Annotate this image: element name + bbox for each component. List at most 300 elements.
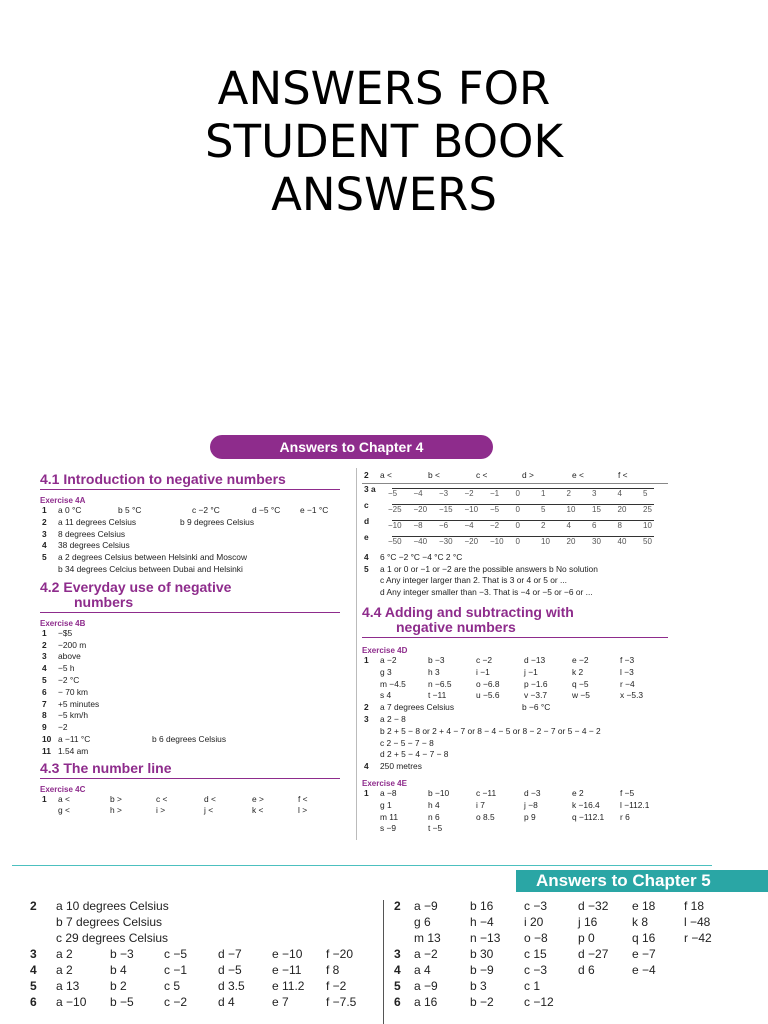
question-number: 3: [42, 651, 47, 662]
answer-cell: b <: [428, 470, 440, 480]
answer-cell: k <: [252, 805, 264, 816]
question-number: 5: [364, 563, 369, 574]
answer-cell: d 6: [578, 963, 595, 977]
answer-q2: [362, 470, 668, 482]
number-lines: [362, 484, 668, 552]
answer-cell: m −4.5: [380, 678, 406, 689]
answer-cell: j −1: [524, 666, 538, 677]
numberline-label: 3 a: [364, 483, 376, 494]
answer-text: +5 minutes: [58, 698, 100, 709]
answer-cell: e −11: [272, 963, 302, 977]
tick-label: −2: [464, 488, 474, 498]
tick-label: 10: [643, 520, 652, 530]
answer-cell: f 8: [326, 963, 340, 977]
answer-cell: b −9: [470, 963, 494, 977]
answer-cell: a 4: [414, 963, 431, 977]
answer-cell: j 16: [578, 915, 598, 929]
answer-text: a 7 degrees Celsius: [380, 702, 455, 713]
answer-cell: f −20: [326, 947, 354, 961]
tick-label: −5: [388, 488, 398, 498]
answer-cell: c −3: [524, 963, 548, 977]
numberline-label: e: [364, 531, 369, 542]
answer-cell: i 7: [476, 799, 485, 810]
answer-line: [40, 710, 340, 722]
answer-line: [40, 675, 340, 687]
answer-text: a −11 °C: [58, 733, 91, 744]
tick-label: −2: [490, 520, 500, 530]
chapter-4-banner: Answers to Chapter 4: [210, 435, 493, 459]
question-number: 5: [394, 979, 401, 993]
answer-cell: a −10: [56, 995, 87, 1009]
question-number: 2: [42, 516, 47, 527]
answer-line: [362, 575, 668, 587]
slide-title: [0, 62, 768, 221]
answer-text: a 1 or 0 or −1 or −2 are the possible answers b No solution: [380, 563, 598, 574]
question-number: 3: [42, 528, 47, 539]
answer-cell: k 8: [632, 915, 649, 929]
title-line-2: STUDENT BOOK: [205, 115, 563, 168]
question-number: 3: [30, 947, 37, 961]
question-number: 2: [42, 639, 47, 650]
answer-line: [362, 823, 668, 835]
answer-10b: b 6 degrees Celsius: [152, 733, 227, 744]
question-number: 4: [42, 663, 47, 674]
answer-cell: a 11 degrees Celsius: [58, 516, 137, 527]
answer-cell: p −1.6: [524, 678, 548, 689]
question-number: 8: [42, 710, 47, 721]
tick-label: 0: [515, 488, 520, 498]
answer-cell: m 13: [414, 931, 441, 945]
answer-cell: a <: [58, 793, 70, 804]
answer-cell: g 1: [380, 799, 392, 810]
number-line: [388, 504, 654, 514]
question-number: 3: [364, 713, 369, 724]
number-line: [388, 536, 654, 546]
answer-text: c Any integer larger than 2. That is 3 or 4 or 5 or ...: [380, 575, 567, 586]
answer-cell: e −7: [632, 947, 656, 961]
answer-line: [362, 667, 668, 679]
number-line: [388, 520, 654, 530]
answer-cell: o 8.5: [476, 811, 495, 822]
answer-line: [362, 812, 668, 824]
title-line-1: ANSWERS FOR: [217, 62, 551, 115]
answer-cell: s −9: [380, 823, 397, 834]
question-number: 4: [364, 761, 369, 772]
question-number: 5: [30, 979, 37, 993]
answer-line: [394, 898, 754, 914]
question-number: 7: [42, 698, 47, 709]
answer-line: [362, 726, 668, 738]
tick-label: −8: [413, 520, 423, 530]
answer-cell: d 4: [218, 995, 235, 1009]
tick-label: −20: [464, 536, 479, 546]
tick-label: 4: [617, 488, 622, 498]
section-rule: [40, 612, 340, 613]
answer-line: [362, 679, 668, 691]
answer-cell: b −5: [110, 995, 134, 1009]
tick-label: −15: [439, 504, 453, 514]
answer-cell: v −3.7: [524, 690, 548, 701]
answer-cell: b 30: [470, 947, 494, 961]
exercise-4d-more: [362, 702, 668, 773]
answer-cell: g 6: [414, 915, 431, 929]
answer-line: [362, 738, 668, 750]
answer-cell: e −2: [572, 654, 589, 665]
exercise-4c-label: Exercise 4C: [40, 784, 86, 794]
question-number: 5: [42, 674, 47, 685]
answer-2b: b −6 °C: [522, 702, 551, 713]
answer-line: [362, 761, 668, 773]
answer-line: [30, 898, 390, 914]
exercise-4d-answers: [362, 655, 668, 702]
answer-line: [394, 914, 754, 930]
exercise-4a-answers: [40, 505, 340, 576]
answer-cell: b 5 °C: [118, 505, 142, 515]
answer-cell: b >: [110, 793, 122, 804]
answer-line: [30, 930, 390, 946]
question-number: 3: [394, 947, 401, 961]
answer-cell: i >: [156, 805, 166, 816]
exercise-4b-label: Exercise 4B: [40, 618, 86, 628]
answer-cell: e <: [572, 470, 584, 480]
answer-text: −2 °C: [58, 674, 80, 685]
answer-cell: a 16: [414, 995, 438, 1009]
answer-cell: a −8: [380, 787, 397, 798]
answer-text: −200 m: [58, 639, 87, 650]
title-line-3: ANSWERS: [271, 168, 497, 221]
answer-cell: a <: [380, 470, 392, 480]
answer-cell: l −48: [684, 915, 711, 929]
answer-cell: b −10: [428, 787, 450, 798]
answer-text: − 70 km: [58, 686, 89, 697]
question-number: 11: [42, 745, 51, 756]
chapter-4-answers-image: [38, 430, 670, 842]
answer-line: [362, 800, 668, 812]
answer-line: [362, 470, 668, 482]
answer-cell: d −13: [524, 654, 546, 665]
tick-label: −20: [413, 504, 428, 514]
answer-cell: a 2: [56, 947, 73, 961]
tick-label: 3: [592, 488, 597, 498]
answer-line: [30, 946, 390, 962]
question-number: 4: [394, 963, 401, 977]
answer-cell: c <: [476, 470, 488, 480]
section-4-1-heading: 4.1 Introduction to negative numbers: [40, 471, 286, 487]
section-4-2-heading: [40, 580, 340, 610]
answer-cell: f −5: [620, 787, 635, 798]
tick-label: 2: [541, 520, 546, 530]
tick-label: −10: [464, 504, 479, 514]
answer-text: 250 metres: [380, 761, 422, 772]
answer-cell: h 4: [428, 799, 440, 810]
answer-line: [362, 749, 668, 761]
chapter-5-banner: Answers to Chapter 5: [516, 870, 768, 892]
tick-label: −4: [464, 520, 474, 530]
answer-text: −2: [58, 722, 68, 733]
answer-line: [394, 946, 754, 962]
answer-cell: w −5: [572, 690, 590, 701]
answer-cell: g <: [58, 805, 70, 816]
answer-cell: j −8: [524, 799, 538, 810]
answer-line: [362, 702, 668, 714]
answer-line: [40, 687, 340, 699]
answer-cell: b 3: [470, 979, 487, 993]
answer-cell: o −6.8: [476, 678, 500, 689]
section-rule: [40, 489, 340, 490]
question-number: 1: [42, 793, 47, 804]
answer-cell: a −9: [414, 899, 438, 913]
answer-line: [30, 994, 390, 1010]
exercise-4c-answers: [40, 794, 340, 818]
numberline-label: d: [364, 515, 370, 526]
answer-cell: c 1: [524, 979, 541, 993]
answer-cell: m 11: [380, 811, 398, 822]
answer-cell: u −5.6: [476, 690, 500, 701]
answer-line: [362, 587, 668, 599]
answer-cell: t −5: [428, 823, 443, 834]
tick-label: 25: [643, 504, 652, 514]
answer-cell: f −7.5: [326, 995, 357, 1009]
column-divider: [356, 468, 357, 840]
answer-line: [40, 663, 340, 675]
answer-cell: c −3: [524, 899, 548, 913]
number-line: [388, 488, 654, 498]
answer-cell: o −8: [524, 931, 548, 945]
answer-line: [40, 794, 340, 806]
answer-cell: 38 degrees Celsius: [58, 540, 130, 551]
answer-line: [40, 651, 340, 663]
answer-cell: e −1 °C: [300, 505, 329, 515]
answer-text: a 2 − 8: [380, 713, 406, 724]
heading-line: 4.4 Adding and subtracting with: [362, 603, 574, 620]
answer-cell: d −3: [524, 787, 541, 798]
answer-line: [40, 552, 340, 564]
answer-text: 6 °C −2 °C −4 °C 2 °C: [380, 551, 463, 562]
answer-line: [40, 529, 340, 541]
answer-cell: a 2: [56, 963, 73, 977]
tick-label: 20: [617, 504, 627, 514]
tick-label: −40: [413, 536, 428, 546]
question-number: 5: [42, 552, 47, 563]
answer-cell: e 2: [572, 787, 584, 798]
answer-cell: e 7: [272, 995, 289, 1009]
tick-label: −5: [490, 504, 500, 514]
answer-line: [30, 978, 390, 994]
answer-line: [394, 994, 754, 1010]
answer-cell: 8 degrees Celsius: [58, 528, 126, 539]
axis-line: [392, 504, 654, 505]
answer-cell: c −1: [164, 963, 188, 977]
answer-line: [40, 640, 340, 652]
section-rule: [40, 778, 340, 779]
answer-cell: g 3: [380, 666, 392, 677]
tick-label: 15: [592, 504, 601, 514]
answer-cell: c −5: [164, 947, 188, 961]
tick-label: 0: [515, 520, 520, 530]
answer-line: [394, 930, 754, 946]
answer-text: 1.54 am: [58, 745, 89, 756]
answer-cell: a 13: [56, 979, 80, 993]
answer-line: [30, 914, 390, 930]
answer-cell: r −4: [620, 678, 635, 689]
answer-cell: a −2: [414, 947, 438, 961]
answer-cell: c <: [156, 793, 168, 804]
answer-cell: a 0 °C: [58, 505, 82, 515]
answer-cell: q 16: [632, 931, 656, 945]
answer-line: [362, 690, 668, 702]
question-number: 1: [42, 627, 47, 638]
question-number: 2: [364, 702, 369, 713]
answer-cell: e −10: [272, 947, 303, 961]
tick-label: −3: [439, 488, 449, 498]
answer-cell: c −11: [476, 787, 497, 798]
answer-cell: n −13: [470, 931, 501, 945]
answer-cell: q −5: [572, 678, 589, 689]
exercise-4d-label: Exercise 4D: [362, 645, 408, 655]
answer-cell: x −5.3: [620, 690, 644, 701]
question-number: 2: [364, 470, 369, 480]
tick-label: 5: [643, 488, 648, 498]
chapter-5-answers-image: [0, 862, 768, 1024]
answer-text: c 2 − 5 − 7 − 8: [380, 737, 434, 748]
right-column: [362, 470, 668, 835]
top-rule: [12, 865, 712, 866]
answer-cell: d −27: [578, 947, 609, 961]
answer-line: [40, 699, 340, 711]
answer-cell: b −3: [428, 654, 445, 665]
tick-label: 5: [541, 504, 546, 514]
answer-line: [362, 564, 668, 576]
question-number: 1: [364, 654, 369, 665]
tick-label: 50: [643, 536, 652, 546]
answer-cell: r −42: [684, 931, 712, 945]
answer-cell: l >: [298, 805, 308, 816]
tick-label: −25: [388, 504, 402, 514]
answer-text: above: [58, 651, 81, 662]
answer-line: [362, 655, 668, 667]
answer-cell: d −5: [218, 963, 242, 977]
tick-label: 0: [515, 504, 520, 514]
answer-line: [40, 805, 340, 817]
question-number: 2: [394, 899, 401, 913]
axis-line: [392, 488, 654, 489]
answer-cell: d −32: [578, 899, 609, 913]
answer-text: −5 h: [58, 663, 75, 674]
answer-cell: l −3: [620, 666, 634, 677]
question-number: 4: [364, 551, 369, 562]
answer-cell: f −3: [620, 654, 635, 665]
question-number: 9: [42, 722, 47, 733]
answer-text: d 2 + 5 − 4 − 7 − 8: [380, 749, 449, 760]
heading-line: negative numbers: [396, 618, 516, 635]
question-number: 6: [30, 995, 37, 1009]
heading-line: 4.2 Everyday use of negative: [40, 578, 232, 595]
answer-cell: c 5: [164, 979, 181, 993]
question-number: 1: [364, 787, 369, 798]
tick-label: 30: [592, 536, 601, 546]
answer-cell: p 9: [524, 811, 536, 822]
tick-label: 10: [566, 504, 576, 514]
answer-cell: f 18: [684, 899, 705, 913]
answer-cell: f <: [298, 793, 308, 804]
answer-cell: k 2: [572, 666, 584, 677]
answer-line: [40, 505, 340, 517]
axis-line: [392, 520, 654, 521]
answer-cell: n 6: [428, 811, 440, 822]
answer-text: −5 km/h: [58, 710, 89, 721]
tick-label: −4: [413, 488, 423, 498]
section-4-3-heading: 4.3 The number line: [40, 759, 172, 776]
answer-line: [362, 788, 668, 800]
tick-label: 10: [541, 536, 550, 546]
answer-cell: e 11.2: [272, 979, 305, 993]
tick-label: 8: [617, 520, 622, 530]
answer-cell: f <: [618, 470, 628, 480]
answer-cell: i 20: [524, 915, 544, 929]
answer-cell: a −2: [380, 654, 397, 665]
answer-text: d Any integer smaller than −3. That is −4 or −5 or −6 or ...: [380, 587, 593, 598]
answer-text: −$5: [58, 627, 73, 638]
answer-cell: b 2: [110, 979, 127, 993]
answer-cell: d 3.5: [218, 979, 245, 993]
tick-label: −10: [388, 520, 402, 530]
answer-cell: c −2: [476, 654, 493, 665]
left-column: [40, 472, 340, 817]
answer-cell: d −7: [218, 947, 242, 961]
answer-cell: b 7 degrees Celsius: [56, 915, 163, 929]
answer-cell: d >: [522, 470, 534, 480]
answer-cell: b 34 degrees Celcius between Dubai and Helsinki: [58, 563, 243, 574]
answer-cell: a −9: [414, 979, 438, 993]
answer-cell: q −112.1: [572, 811, 605, 822]
answer-line: [40, 564, 340, 576]
answer-line: [30, 962, 390, 978]
answer-cell: j <: [204, 805, 214, 816]
answer-line: [40, 734, 340, 746]
answer-line: [40, 628, 340, 640]
answer-cell: r 6: [620, 811, 630, 822]
answer-cell: h 3: [428, 666, 440, 677]
answer-cell: i −1: [476, 666, 490, 677]
tick-label: 0: [515, 536, 520, 546]
tick-label: 6: [592, 520, 597, 530]
numberline-label: c: [364, 499, 369, 510]
answer-cell: f −2: [326, 979, 347, 993]
answer-line: [40, 722, 340, 734]
answer-cell: e >: [252, 793, 264, 804]
section-rule: [362, 637, 668, 638]
section-4-4-heading: [362, 605, 668, 635]
tick-label: 40: [617, 536, 627, 546]
tick-label: −50: [388, 536, 402, 546]
tick-label: 20: [566, 536, 576, 546]
answer-line: [394, 978, 754, 994]
answer-cell: e −4: [632, 963, 656, 977]
exercise-4a-label: Exercise 4A: [40, 496, 86, 505]
tick-label: 2: [566, 488, 571, 498]
question-number: 6: [394, 995, 401, 1009]
exercise-4e-label: Exercise 4E: [362, 778, 407, 788]
question-number: 10: [42, 733, 52, 744]
answer-cell: k −16.4: [572, 799, 600, 810]
tick-label: −10: [490, 536, 504, 546]
answer-cell: d <: [204, 793, 216, 804]
question-number: 6: [42, 686, 47, 697]
answer-cell: b 4: [110, 963, 127, 977]
answer-text: b 2 + 5 − 8 or 2 + 4 − 7 or 8 − 4 − 5 or 8 − 2 − 7 or 5 − 4 − 2: [380, 725, 601, 736]
question-number: 1: [42, 505, 47, 515]
answer-line: [40, 517, 340, 529]
